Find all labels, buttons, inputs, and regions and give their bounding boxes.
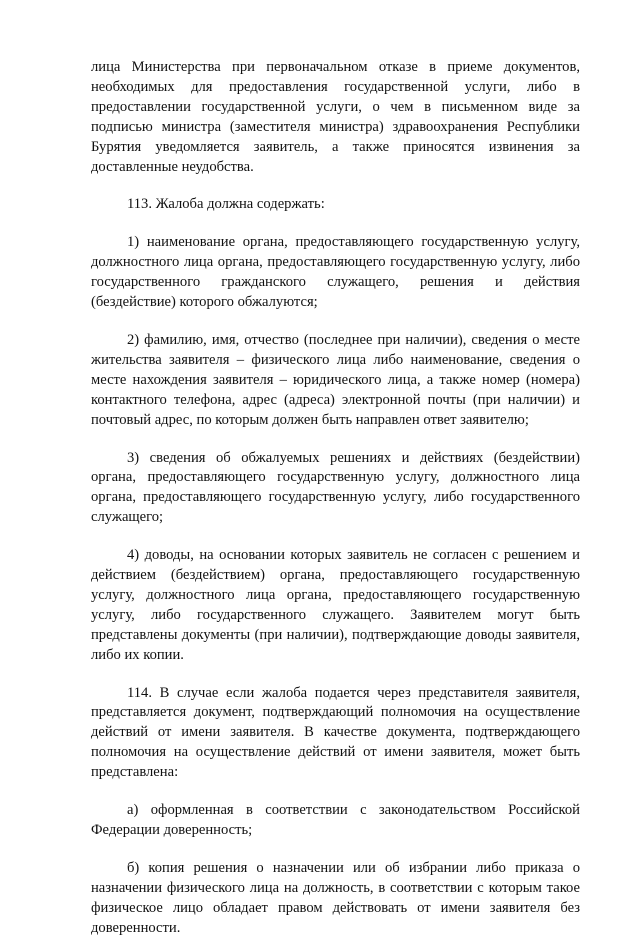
- paragraph-113-heading: 113. Жалоба должна содержать:: [127, 196, 325, 213]
- paragraph-113-item-3: 3) сведения об обжалуемых решениях и действиях (бездействии) органа, предоставляющего государственную услугу, должностного лица органа, предоставляющего государственную услугу, либо государственного служащего;: [91, 449, 580, 526]
- paragraph-113-item-1: 1) наименование органа, предоставляющего государственную услугу, должностного лица органа, предоставляющего государственную услугу, либо государственного гражданского служащего, решения и действия (бездействие) которого обжалуются;: [91, 234, 580, 311]
- paragraph-114-item-a: а) оформленная в соответствии с законодательством Российской Федерации доверенность;: [91, 802, 580, 838]
- document-page: [91, 58, 580, 939]
- paragraph-113-item-4: 4) доводы, на основании которых заявитель не согласен с решением и действием (бездействием) органа, предоставляющего государственную услугу, должностного лица органа, предоставляющего государственную услугу, либо государственного служащего. Заявителем могут быть представлены документы (при наличии), подтверждающие доводы заявителя, либо их копии.: [91, 547, 580, 663]
- paragraph-continuation: лица Министерства при первоначальном отказе в приеме документов, необходимых для предоставления государственной услуги, либо в предоставлении государственной услуги, о чем в письменном виде за подписью министра (заместителя министра) здравоохранения Республики Бурятия уведомляется заявитель, а также приносятся извинения за доставленные неудобства.: [91, 59, 580, 175]
- paragraph-114-item-b: б) копия решения о назначении или об избрании либо приказа о назначении физического лица на должность, в соответствии с которым такое физическое лицо обладает правом действовать от имени заявителя без доверенности.: [91, 859, 580, 936]
- paragraph-114: 114. В случае если жалоба подается через представителя заявителя, представляется документ, подтверждающий полномочия на осуществление действий от имени заявителя. В качестве документа, подтверждающего полномочия на осуществление действий от имени заявителя, может быть представлена:: [91, 684, 580, 781]
- paragraph-113-item-2: 2) фамилию, имя, отчество (последнее при наличии), сведения о месте жительства заявителя – физического лица либо наименование, сведения о месте нахождения заявителя – юридического лица, а также номер (номера) контактного телефона, адрес (адреса) электронной почты (при наличии) и почтовый адрес, по которым должен быть направлен ответ заявителю;: [91, 331, 580, 428]
